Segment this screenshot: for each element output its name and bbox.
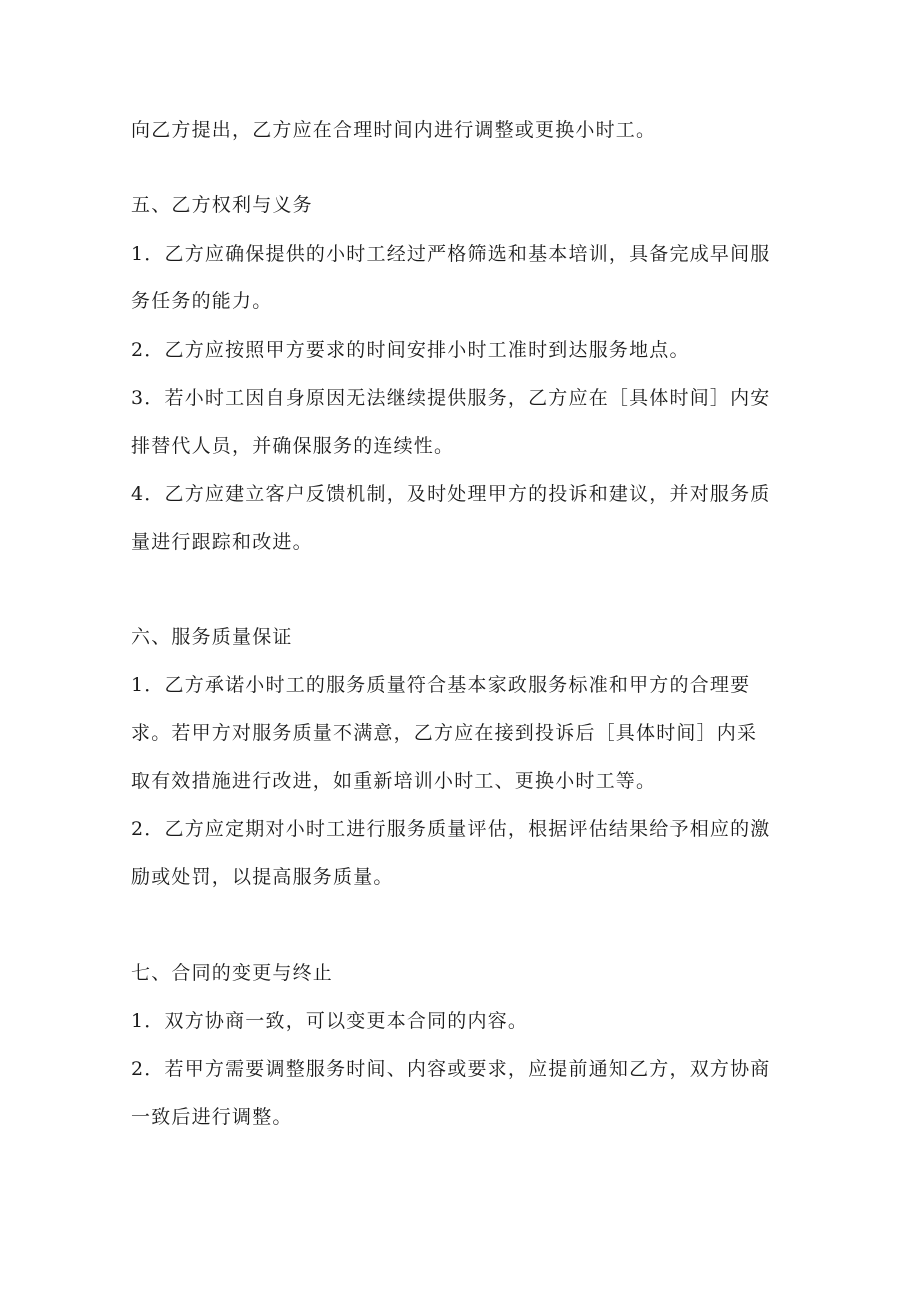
- paragraph-line: 1．乙方应确保提供的小时工经过严格筛选和基本培训，具备完成早间服: [131, 243, 771, 265]
- continuation-text: 向乙方提出，乙方应在合理时间内进行调整或更换小时工。: [131, 119, 657, 141]
- paragraph-line: 3．若小时工因自身原因无法继续提供服务，乙方应在［具体时间］内安: [131, 387, 771, 409]
- paragraph-line: 2．乙方应定期对小时工进行服务质量评估，根据评估结果给予相应的激: [131, 818, 771, 840]
- paragraph-line: 2．乙方应按照甲方要求的时间安排小时工准时到达服务地点。: [131, 339, 690, 361]
- paragraph-line: 求。若甲方对服务质量不满意，乙方应在接到投诉后［具体时间］内采: [131, 722, 758, 744]
- paragraph-line: 4．乙方应建立客户反馈机制，及时处理甲方的投诉和建议，并对服务质: [131, 483, 771, 505]
- paragraph-line: 务任务的能力。: [131, 290, 273, 312]
- paragraph-line: 1．乙方承诺小时工的服务质量符合基本家政服务标准和甲方的合理要: [131, 674, 751, 696]
- paragraph-line: 励或处罚，以提高服务质量。: [131, 866, 394, 888]
- section-heading: 六、服务质量保证: [131, 626, 293, 648]
- paragraph-line: 量进行跟踪和改进。: [131, 531, 313, 553]
- paragraph-line: 1．双方协商一致，可以变更本合同的内容。: [131, 1010, 529, 1032]
- paragraph-line: 一致后进行调整。: [131, 1106, 293, 1128]
- paragraph-line: 排替代人员，并确保服务的连续性。: [131, 435, 455, 457]
- section-heading: 五、乙方权利与义务: [131, 194, 313, 216]
- paragraph-line: 取有效措施进行改进，如重新培训小时工、更换小时工等。: [131, 770, 657, 792]
- paragraph-line: 2．若甲方需要调整服务时间、内容或要求，应提前通知乙方，双方协商: [131, 1058, 771, 1080]
- section-heading: 七、合同的变更与终止: [131, 962, 334, 984]
